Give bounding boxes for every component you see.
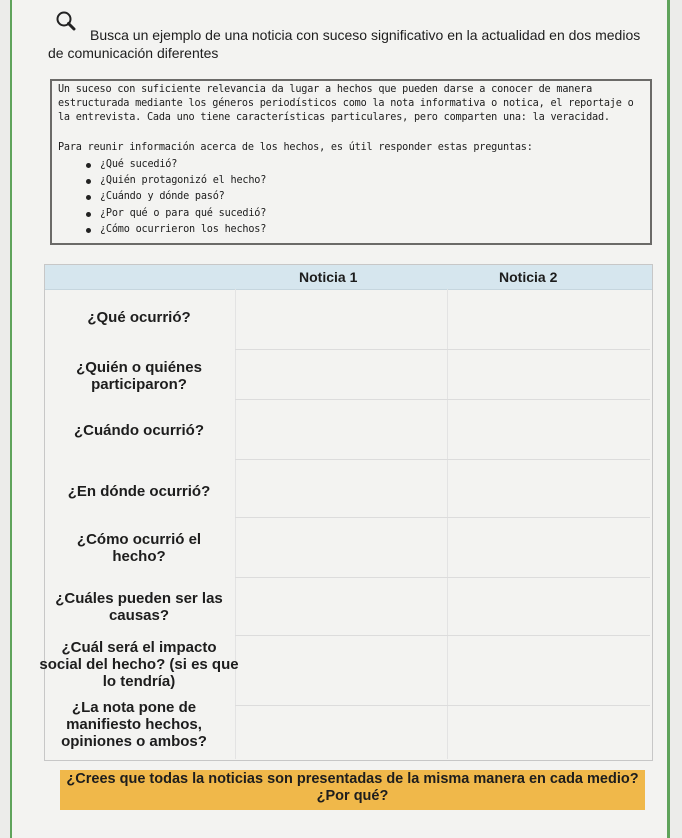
table-row-label: ¿En dónde ocurrió? [67, 483, 211, 500]
table-row-label: ¿Cuáles pueden ser las causas? [55, 590, 223, 624]
final-question-box: ¿Crees que todas la noticias son presentadas de la misma manera en cada medio?¿Por qué? [60, 770, 645, 810]
column-header-noticia-2: Noticia 2 [499, 269, 558, 285]
list-item: ¿Quién protagonizó el hecho? [100, 173, 646, 189]
table-row-label: ¿Quién o quiénes participaron? [76, 359, 202, 393]
table-row-label: ¿La nota pone de manifiesto hechos, opiniones o ambos? [61, 699, 207, 750]
instruction-text: Busca un ejemplo de una noticia con suceso significativo en la actualidad en dos medios de comunicación diferentes [48, 27, 641, 61]
row-divider [235, 635, 650, 636]
table-row-label: ¿Qué ocurrió? [87, 309, 191, 326]
table-row-label: ¿Cuándo ocurrió? [74, 422, 204, 439]
row-divider [235, 399, 650, 400]
comparison-table [39, 264, 653, 761]
worksheet-page [10, 0, 670, 838]
guide-questions-list [58, 157, 646, 238]
row-divider [235, 577, 650, 578]
row-divider [235, 349, 650, 350]
info-box [50, 79, 652, 245]
column-divider [447, 289, 448, 759]
column-header-noticia-1: Noticia 1 [299, 269, 358, 285]
list-item: ¿Cuándo y dónde pasó? [100, 189, 646, 205]
table-row-label: ¿Cuál será el impacto social del hecho? (si es que lo tendría) [39, 639, 239, 690]
info-paragraph: Un suceso con suficiente relevancia da lugar a hechos que pueden darse a conocer de manera estructurada mediante los géneros periodísticos como la nota informativa o notica, el reportaje o la entrevista. Cada uno tiene características particulares, pero comparten una: la veracidad. [58, 84, 634, 123]
table-row-label: ¿Cómo ocurrió el hecho? [76, 531, 202, 565]
row-divider [235, 459, 650, 460]
list-item: ¿Por qué o para qué sucedió? [100, 206, 646, 222]
list-item: ¿Cómo ocurrieron los hechos? [100, 222, 646, 238]
questions-intro: Para reunir información acerca de los hechos, es útil responder estas preguntas: [58, 142, 533, 153]
row-divider [235, 517, 650, 518]
row-divider [235, 705, 650, 706]
table-header [45, 265, 652, 290]
list-item: ¿Qué sucedió? [100, 157, 646, 173]
